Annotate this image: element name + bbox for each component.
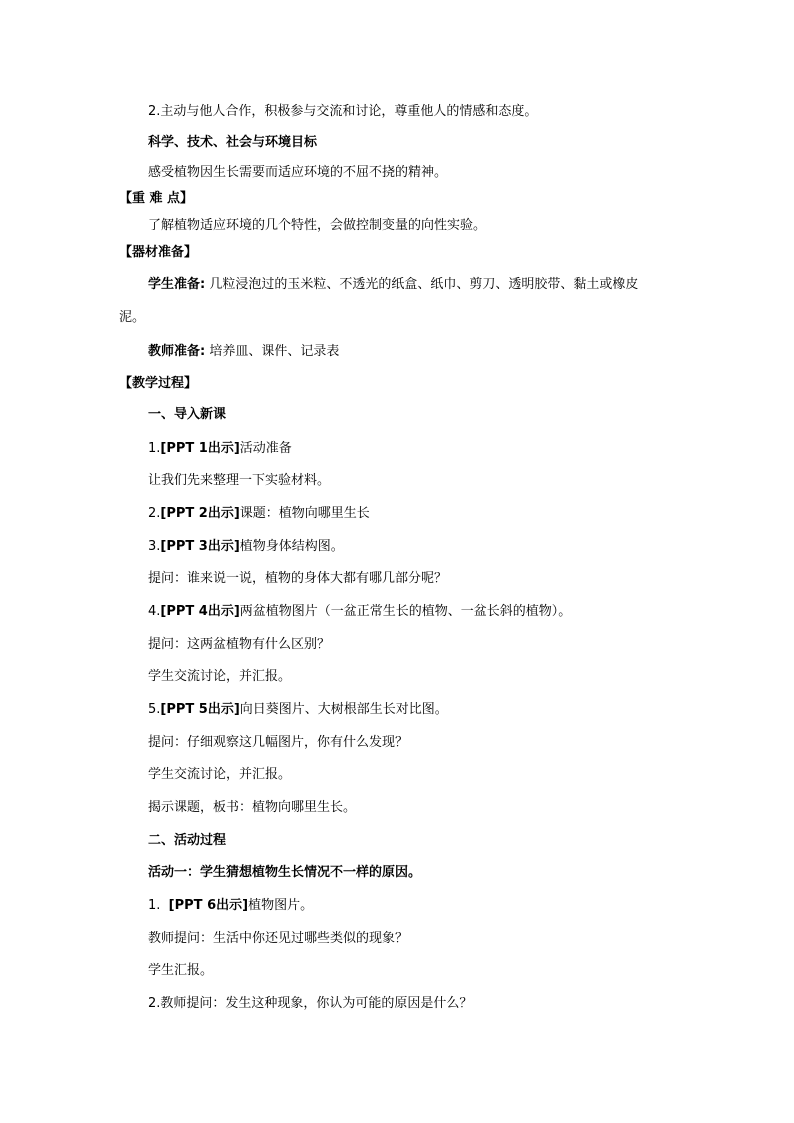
step-5-question: 提问：仔细观察这几幅图片，你有什么发现？	[148, 735, 409, 750]
step-1-text: 活动准备	[239, 441, 292, 456]
step-4-question: 提问：这两盆植物有什么区别？	[148, 637, 331, 652]
step-1	[148, 440, 292, 458]
teacher-materials-label: 教师准备:	[148, 344, 206, 359]
reveal-topic: 揭示课题，板书：植物向哪里生长。	[148, 800, 357, 815]
stse-goal-text: 感受植物因生长需要而适应环境的不屈不挠的精神。	[148, 165, 448, 180]
subheading-intro: 一、导入新课	[148, 407, 227, 422]
step-5	[148, 701, 448, 719]
heading-materials: 【器材准备】	[119, 245, 198, 260]
ppt-6-tag: [PPT 6出示]	[168, 898, 249, 913]
activity-1-question: 教师提问：生活中你还见过哪些类似的现象？	[148, 931, 409, 946]
student-materials	[148, 276, 638, 294]
student-materials-text: 几粒浸泡过的玉米粒、不透光的纸盒、纸巾、剪刀、透明胶带、黏土或橡皮	[205, 277, 639, 292]
activity-1-step-1	[148, 897, 313, 915]
ppt-4-tag: [PPT 4出示]	[160, 604, 240, 619]
step-3	[148, 538, 344, 556]
step-4-text: 两盆植物图片（一盆正常生长的植物、一盆长斜的植物）。	[239, 604, 572, 619]
teacher-materials	[148, 343, 339, 361]
step-3-text: 植物身体结构图。	[239, 539, 344, 554]
step-5-discussion: 学生交流讨论，并汇报。	[148, 767, 292, 782]
step-3-number: 3.	[148, 539, 161, 554]
ppt-1-tag: [PPT 1出示]	[160, 441, 240, 456]
student-materials-cont: 泥。	[119, 310, 146, 325]
teacher-materials-text: 培养皿、课件、记录表	[205, 344, 340, 359]
ppt-3-tag: [PPT 3出示]	[160, 539, 240, 554]
section-heading-stse: 科学、技术、社会与环境目标	[148, 135, 318, 150]
activity-1-title: 活动一：学生猜想植物生长情况不一样的原因。	[148, 865, 422, 880]
goal-item-2: 2.主动与他人合作，积极参与交流和讨论，尊重他人的情感和态度。	[148, 104, 538, 119]
step-2	[148, 505, 370, 523]
heading-key-points: 【重 难 点】	[119, 191, 194, 206]
step-2-number: 2.	[148, 506, 161, 521]
step-3-question: 提问：谁来说一说，植物的身体大都有哪几部分呢？	[148, 571, 448, 586]
ppt-5-tag: [PPT 5出示]	[160, 702, 240, 717]
activity-1-step-1-number: 1.	[148, 898, 161, 913]
activity-1-step-1-text: 植物图片。	[248, 898, 314, 913]
step-4	[148, 603, 571, 621]
activity-1-report: 学生汇报。	[148, 963, 214, 978]
step-5-text: 向日葵图片、大树根部生长对比图。	[239, 702, 448, 717]
step-4-number: 4.	[148, 604, 161, 619]
step-4-discussion: 学生交流讨论，并汇报。	[148, 669, 292, 684]
step-2-text: 课题：植物向哪里生长	[239, 506, 370, 521]
student-materials-label: 学生准备:	[148, 277, 206, 292]
step-1-number: 1.	[148, 441, 161, 456]
activity-1-step-2: 2.教师提问：发生这种现象，你认为可能的原因是什么？	[148, 996, 473, 1011]
heading-teaching-process: 【教学过程】	[119, 376, 198, 391]
key-points-text: 了解植物适应环境的几个特性，会做控制变量的向性实验。	[148, 218, 487, 233]
step-1-desc: 让我们先来整理一下实验材料。	[148, 473, 331, 488]
step-5-number: 5.	[148, 702, 161, 717]
ppt-2-tag: [PPT 2出示]	[160, 506, 240, 521]
subheading-activity-process: 二、活动过程	[148, 833, 227, 848]
